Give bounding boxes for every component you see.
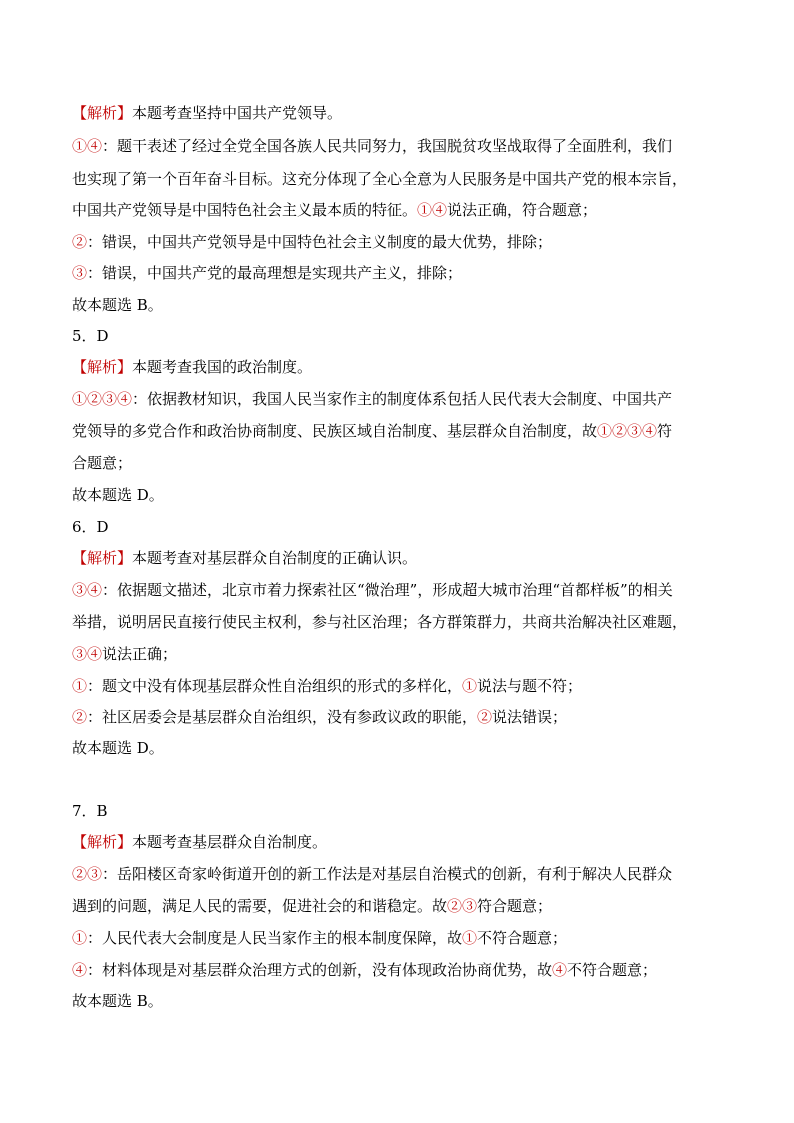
para-text: 说法与题不符； [477,677,583,695]
q7-para1-line1 [72,864,734,884]
option-number: ③ [72,264,88,282]
para-text: 符 [657,422,673,440]
q6-conclusion: 故本题选 D。 [72,739,164,757]
analysis-topic: 本题考查我国的政治制度。 [132,358,313,376]
q7-para1-line2 [72,896,734,916]
para-text: 党领导的多党合作和政治协商制度、民族区域自治制度、基层群众自治制度，故 [72,422,598,440]
option-numbers: ②③ [447,897,478,915]
q5-para1-line3: 合题意； [72,454,133,472]
q5-analysis-line [72,357,734,377]
analysis-tag: 【解析】 [72,358,133,376]
q5-conclusion: 故本题选 D。 [72,486,164,504]
q4-para1-line1 [72,136,734,156]
para-text: ：题文中没有体现基层群众性自治组织的形式的多样化， [87,677,463,695]
q7-header: 7．B [72,802,108,820]
q5-para1-line2 [72,421,734,441]
q6-header: 6．D [72,518,109,536]
q5-para1-line1 [72,389,734,409]
option-number: ① [72,677,88,695]
option-numbers: ③④ [72,581,103,599]
analysis-tag: 【解析】 [72,549,133,567]
q6-analysis-line [72,548,734,568]
q4-para1-line3 [72,200,734,220]
analysis-topic: 本题考查基层群众自治制度。 [132,833,328,851]
para-text: 符合题意； [477,897,553,915]
q7-conclusion: 故本题选 B。 [72,992,163,1010]
para-text: ：错误，中国共产党领导是中国特色社会主义制度的最大优势，排除； [87,233,553,251]
option-numbers: ①②③④ [72,390,133,408]
q6-para2 [72,676,734,696]
option-number: ④ [552,961,568,979]
q7-para3 [72,960,734,980]
para-text: 不符合题意； [477,929,568,947]
q7-para2 [72,928,734,948]
para-text: ：人民代表大会制度是人民当家作主的根本制度保障，故 [87,929,463,947]
option-numbers: ②③ [72,865,103,883]
para-text: ：依据教材知识，我国人民当家作主的制度体系包括人民代表大会制度、中国共产 [132,390,673,408]
option-numbers: ①②③④ [597,422,658,440]
analysis-topic: 本题考查坚持中国共产党领导。 [132,104,343,122]
para-text: ：依据题文描述，北京市着力探索社区“微治理”，形成超大城市治理“首都样板”的相关 [102,581,673,599]
option-number: ② [72,233,88,251]
option-number: ② [477,708,493,726]
option-numbers: ③④ [72,645,103,663]
option-number: ① [462,929,478,947]
q4-para2 [72,232,734,252]
para-text: ：材料体现是对基层群众治理方式的创新，没有体现政治协商优势，故 [87,961,553,979]
para-text: ：岳阳楼区奇家岭街道开创的新工作法是对基层自治模式的创新，有利于解决人民群众 [102,865,673,883]
q7-analysis-line [72,832,734,852]
analysis-tag: 【解析】 [72,104,133,122]
para-text: 中国共产党领导是中国特色社会主义最本质的特征。 [72,201,418,219]
option-number: ② [72,708,88,726]
para-text: 遇到的问题，满足人民的需要，促进社会的和谐稳定。故 [72,897,448,915]
analysis-topic: 本题考查对基层群众自治制度的正确认识。 [132,549,418,567]
q4-para1-line2 [72,169,734,189]
q4-analysis-line [72,103,734,123]
para-text: ：社区居委会是基层群众自治组织，没有参政议政的职能， [87,708,478,726]
q4-conclusion: 故本题选 B。 [72,296,163,314]
para-text: ：错误，中国共产党的最高理想是实现共产主义，排除； [87,264,463,282]
q4-para3 [72,263,734,283]
q5-header: 5．D [72,327,109,345]
option-numbers: ①④ [72,137,103,155]
para-text: 不符合题意； [567,961,658,979]
para-text: 说法正确，符合题意； [447,201,598,219]
option-numbers: ①④ [417,201,448,219]
q6-para1-line2: 举措，说明居民直接行使民主权利，参与社区治理；各方群策群力，共商共治解决社区难题， [72,613,688,631]
para-text: ：题干表述了经过全党全国各族人民共同努力，我国脱贫攻坚战取得了全面胜利，我们 [102,137,673,155]
analysis-tag: 【解析】 [72,833,133,851]
para-text: 说法错误； [492,708,568,726]
q6-para1-line1 [72,580,734,600]
q6-para3 [72,707,734,727]
para-text: 说法正确； [102,645,178,663]
option-number: ④ [72,961,88,979]
para-text: 也实现了第一个百年奋斗目标。这充分体现了全心全意为人民服务是中国共产党的根本宗旨， [72,170,688,188]
option-number: ① [462,677,478,695]
q6-para1-line3 [72,644,734,664]
option-number: ① [72,929,88,947]
